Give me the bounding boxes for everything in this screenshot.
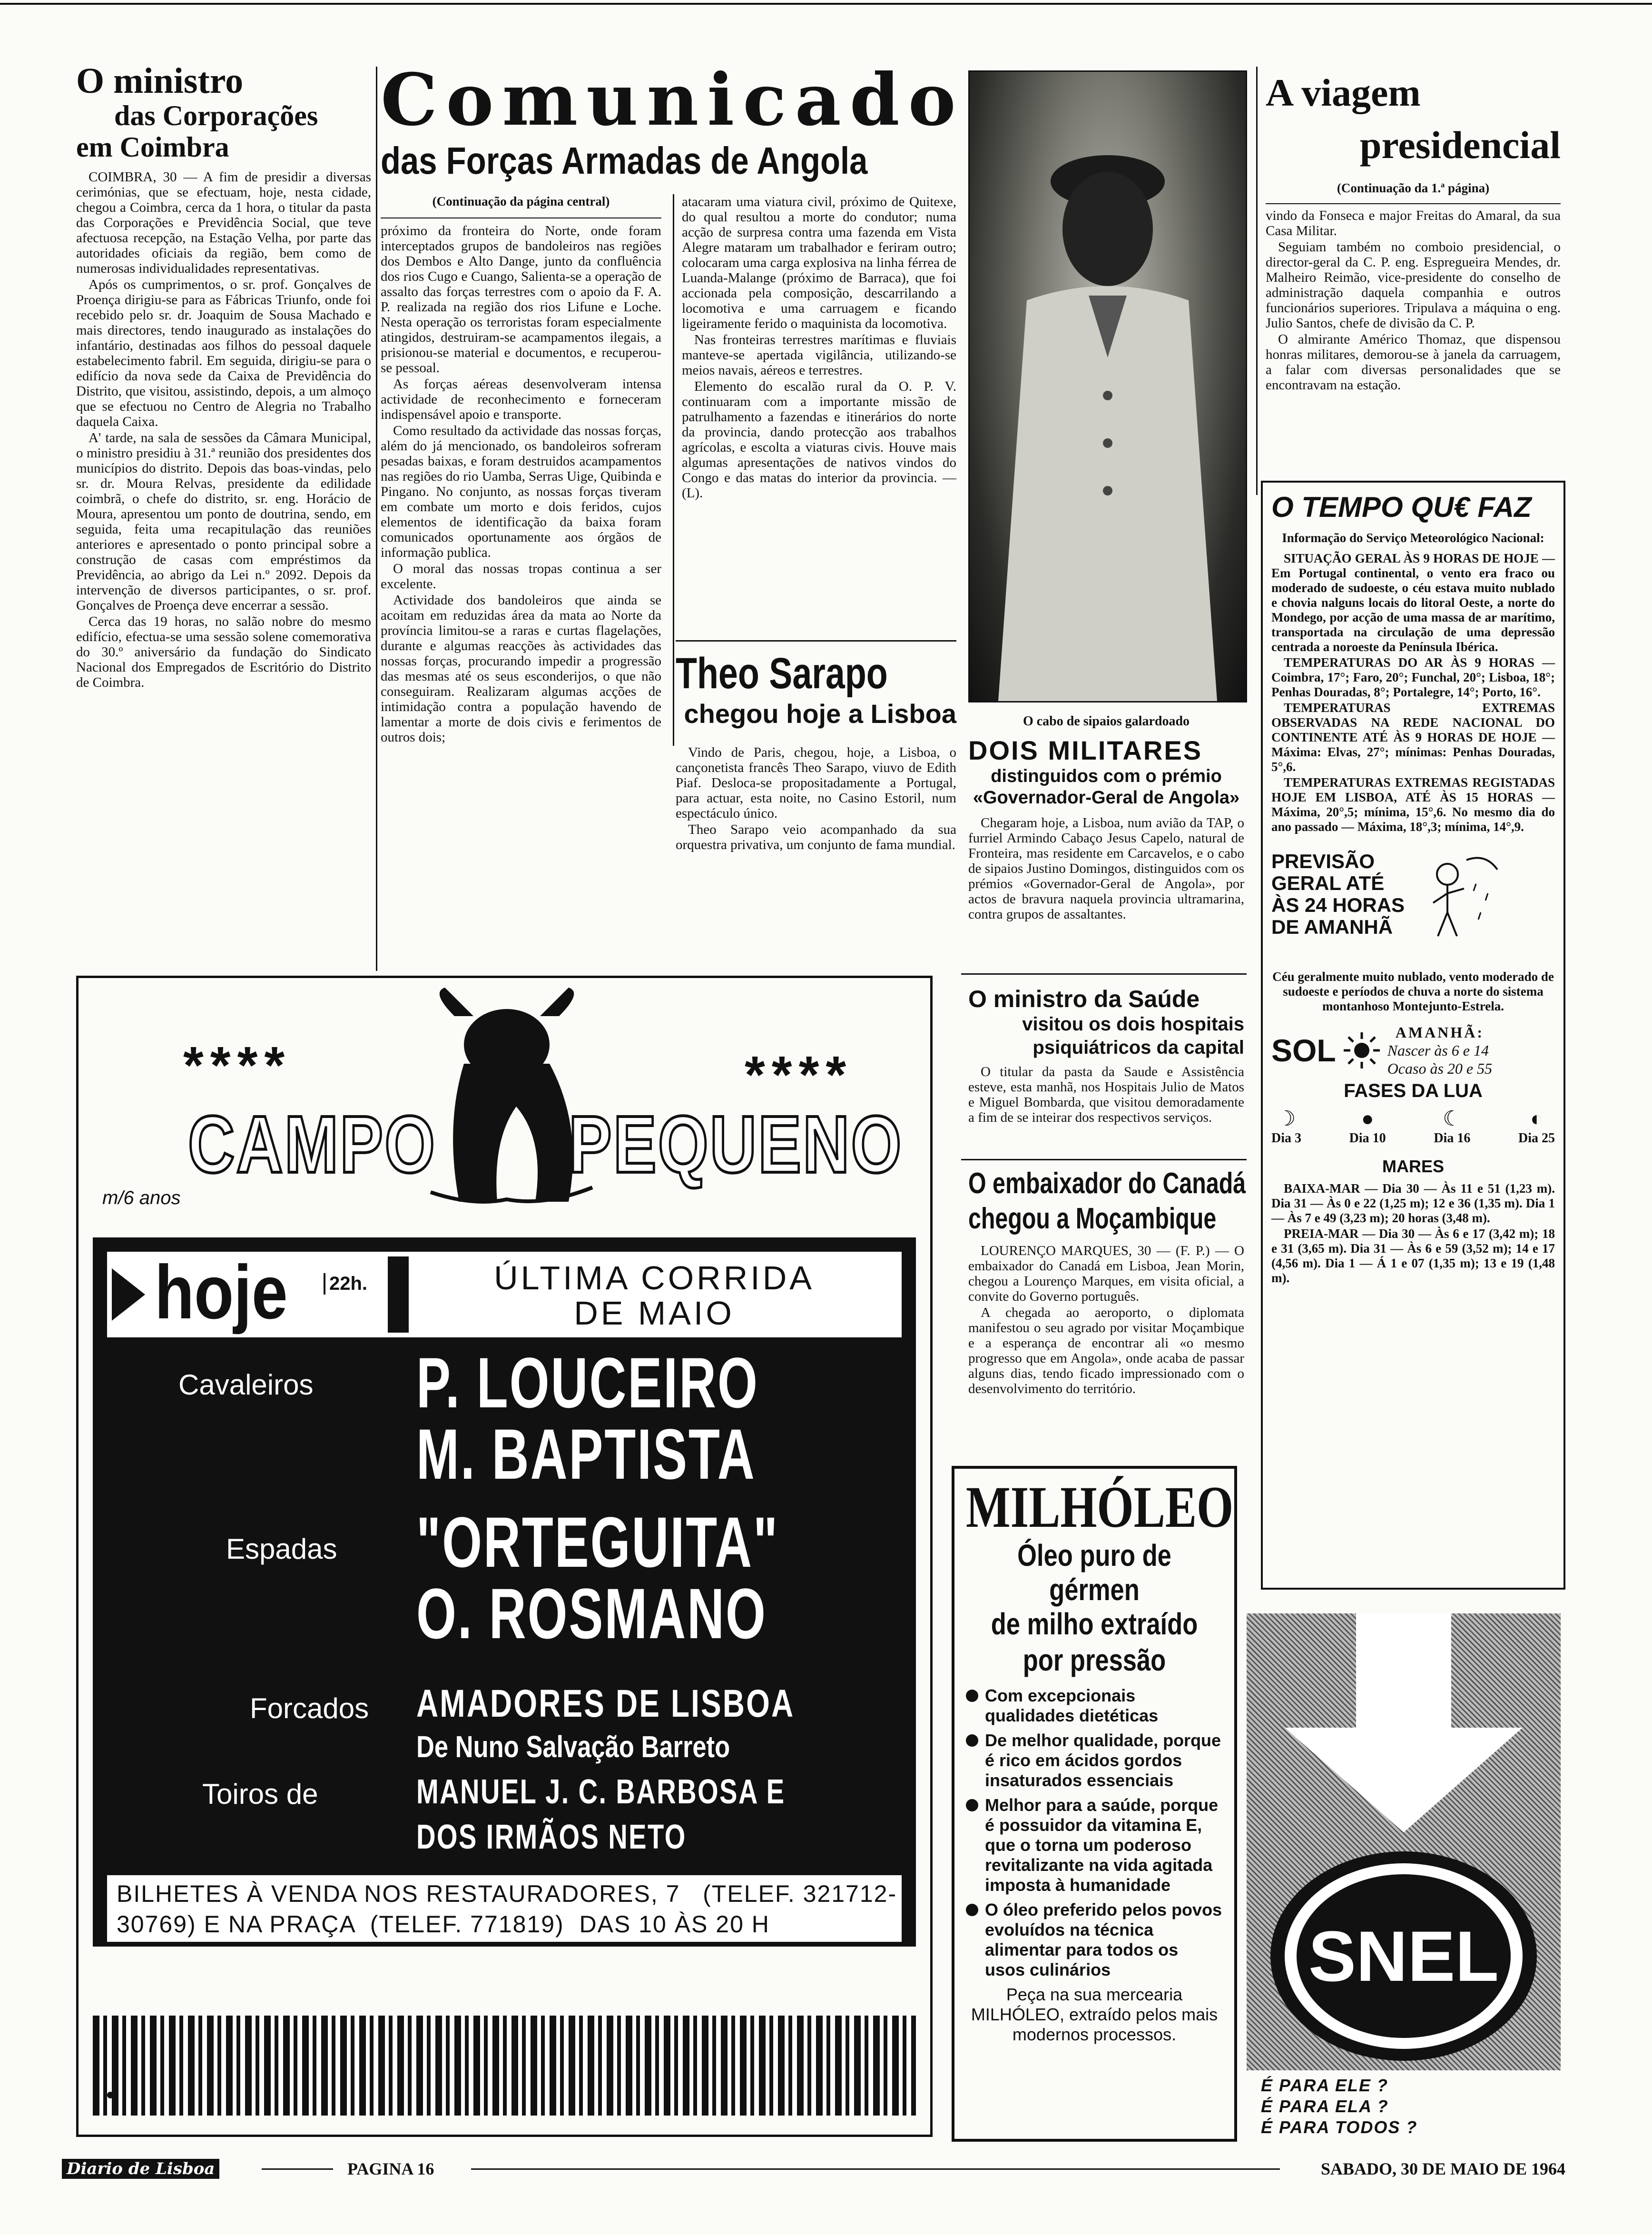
comunicado-subtitle: das Forças Armadas de Angola: [381, 139, 868, 182]
sol-nascer: Nascer às 6 e 14: [1387, 1042, 1489, 1059]
canada-article: [968, 1166, 1244, 1397]
paragraph: Actividade dos bandoleiros que ainda se acoitam em reduzidas área da mata ao Norte da província limitou-se a raras e curtas flagelações, durante e algumas reacções às actividades das nossas forças, procurando impedir a progressão das mesmas até os seus esconderijos, o que não conseguiram. Realizaram algumas acções de intimidação contra a população havendo de lamentar a morte de dois civis e ferimentos de outros dois;: [381, 593, 661, 745]
paragraph: Cerca das 19 horas, no salão nobre do mesmo edifício, efectua-se uma sessão solene comemorativa do 30.º aniversário da fundação do Sindicato Nacional dos Empregados de Escritório do Distrito de Coimbra.: [76, 614, 371, 690]
cavaleiro-2: M. BAPTISTA: [416, 1414, 756, 1494]
comunicado-title: Comunicado: [381, 58, 964, 142]
mares-label: MARES: [1382, 1157, 1444, 1176]
paragraph: SITUAÇÃO GERAL ÀS 9 HORAS DE HOJE — Em Portugal continental, o vento era fraco ou moderado de sudoeste, o céu estava muito nublado e chovia nalguns locais do litoral Oeste, a norte do Mondego, por acção de uma massa de ar marítimo, transportada na circulação de uma depressão centrada a noroeste da Península Ibérica.: [1271, 551, 1555, 654]
theo-title: Theo Sarapo: [676, 649, 888, 698]
tempo-previsao: [1271, 850, 1555, 946]
campo-black-panel: [93, 1237, 916, 1947]
paragraph: BAIXA-MAR — Dia 30 — Às 11 e 51 (1,23 m). Dia 31 — Às 0 e 22 (1,25 m); 12 e 36 (1,35 m). Dia 1 — Às 7 e 49 (3,23 m); 20 horas (3,48 m).: [1271, 1181, 1555, 1225]
paragraph: TEMPERATURAS DO AR ÀS 9 HORAS — Coimbra, 17°; Faro, 20°; Funchal, 20°; Lisboa, 18°; Penhas Douradas, 8°; Portalegre, 14°; Porto, 16°.: [1271, 655, 1555, 699]
viagem-title-l1: A viagem: [1266, 71, 1421, 114]
moon-phase: ◐ Dia 25: [1518, 1107, 1555, 1146]
viagem-article: [1266, 67, 1561, 394]
bilhetes-l2: 30769) E NA PRAÇA (TELEF. 771819) DAS 10 ÀS 20 H: [117, 1911, 770, 1938]
forcados-label: Forcados: [250, 1692, 369, 1724]
cavaleiros-label: Cavaleiros: [178, 1369, 314, 1401]
paragraph: Chegaram hoje, a Lisboa, num avião da TAP, o furriel Armindo Cabaço Jesus Capelo, natural de Fronteira, mas residente em Carcavelos, e o cabo de sipaios Justino Domingos, distinguidos com os prémios «Governador-Geral de Angola», por actos de bravura naquela provincia ultramarina, contra grupos de assaltantes.: [968, 815, 1244, 922]
snel-arrow-graphic: [1247, 1613, 1561, 2070]
moon-phase: ● Dia 10: [1349, 1107, 1386, 1146]
paragraph: COIMBRA, 30 — A fim de presidir a diversas cerimónias, que se efectuam, hoje, nesta cidade, chegou a Coimbra, cerca da 1 hora, o titular da pasta das Corporações e Previdência Social, que teve afectuosa recepção, na Estação Velha, por parte das autoridades oficiais da região, bem como de numerosas individualidades representativas.: [76, 169, 371, 276]
moon-icon: ☾: [1443, 1107, 1462, 1130]
paragraph: próximo da fronteira do Norte, onde foram interceptados grupos de bandoleiros nas regiões dos Dembos e Alto Dange, junto da confluência dos rios Cugo e Cuango, Salienta-se a operação de assalto das forças terrestres com o apoio da F. A. P. realizada na região dos rios Lifune e Loche. Nesta operação os terroristas foram especialmente atingidos, destruiram-se acampamentos ilegais, a prisionou-se material e documentos, e recuperou-se pessoal.: [381, 223, 661, 376]
paragraph: vindo da Fonseca e major Freitas do Amaral, da sua Casa Militar.: [1266, 208, 1561, 238]
bilhetes-l1: BILHETES À VENDA NOS RESTAURADORES, 7 (TELEF. 321712-: [117, 1880, 897, 1907]
espada-1: "ORTEGUITA": [416, 1502, 779, 1582]
bullet-icon: [966, 1799, 978, 1811]
footer-page: PAGINA 16: [347, 2159, 434, 2178]
stars-right: ****: [745, 1046, 853, 1104]
viagem-title-l2: presidencial: [1359, 123, 1561, 167]
divider: [676, 640, 956, 642]
paragraph: Após os cumprimentos, o sr. prof. Gonçalves de Proença dirigiu-se para as Fábricas Triunfo, onde foi recebido pelo sr. dr. Joaquim de Sousa Machado e mais directores, tendo inaugurado as instalações do infantário, destinadas aos filhos do pessoal daquele estabelecimento fabril. Em seguida, dirigiu-se para o edifício da nova sede da Caixa de Previdência do Distrito, que visitou, assistindo, depois, a um almoço que se efectuou no Centro de Alegria no Trabalho daquela Caixa.: [76, 277, 371, 429]
paragraph: atacaram uma viatura civil, próximo de Quitexe, do qual resultou a morte do condutor; numa acção de surpresa contra uma fazenda em Vista Alegre mataram um trabalhador e feriram outro; colocaram uma carga explosiva na linha férrea de Luanda-Malange (próximo de Barraca), que foi accionada pela composição, descarrilando a locomotiva e uma carruagem e ficando ligeiramente ferido o maquinista da locomotiva.: [682, 194, 956, 331]
footer-date: SABADO, 30 DE MAIO DE 1964: [1320, 2159, 1565, 2178]
footer-rule: [262, 2168, 333, 2170]
snel-brand: SNEL: [1308, 1916, 1499, 1996]
decorative-dot: [107, 2092, 114, 2098]
canada-title-l2: chegou a Moçambique: [968, 1202, 1217, 1235]
tempo-sol: [1271, 1023, 1555, 1078]
tempo-body: [1271, 551, 1555, 834]
militares-article: [968, 735, 1244, 923]
milholeo-footer: Peça na sua mercearia MILHÓLEO, extraído pelos mais modernos processos.: [971, 1985, 1218, 2044]
militares-subtitle-l1: distinguidos com o prémio: [991, 766, 1222, 786]
ad-snel: [1247, 1613, 1561, 2142]
campo-name-right: PEQUENO: [569, 1099, 903, 1190]
banner-bar: [388, 1256, 409, 1333]
paragraph: As forças aéreas desenvolveram intensa actividade de reconhecimento e forneceram indispensável apoio e transporte.: [381, 376, 661, 422]
amanha-label: AMANHÃ:: [1395, 1024, 1484, 1041]
milholeo-sub-l1: Óleo puro de gérmen: [1017, 1538, 1171, 1607]
hoje-hora: 22h.: [324, 1273, 367, 1295]
paragraph: A chegada ao aeroporto, o diplomata manifestou o seu agrado por visitar Moçambique e a esperança de encontrar ali «o mesmo progresso que em Angola», onde acaba de passar alguns dias, tendo ficado impressionado com o desenvolvimento do território.: [968, 1305, 1244, 1396]
espadas-label: Espadas: [226, 1533, 337, 1565]
militares-subtitle-l2: «Governador-Geral de Angola»: [973, 788, 1240, 808]
paragraph: TEMPERATURAS EXTREMAS REGISTADAS HOJE EM LISBOA, ATÉ ÀS 15 HORAS — Máxima, 20°,5; mínima, 15°,6. No mesmo dia do ano passado — Máxima, 18°,3; mínima, 14°,9.: [1271, 775, 1555, 834]
previsao-l3: ÀS 24 HORAS: [1271, 894, 1405, 916]
arrow-right-icon: [112, 1268, 145, 1321]
divider: [1266, 203, 1561, 204]
footer: [62, 2156, 1565, 2185]
tempo-source: Informação do Serviço Meteorológico Nacional:: [1282, 531, 1544, 545]
paragraph: A' tarde, na sala de sessões da Câmara Municipal, o ministro presidiu à 31.ª reunião dos presidentes dos municípios do distrito. Depois das boas-vindas, pelo sr. dr. Moura Relvas, presidente da edilidade coimbrã, o chefe do distrito, sr. eng. Horácio de Moura, apresentou um ponto de doutrina, sendo, em seguida, feita uma recapitulação das reuniões anteriores e apresentado o ponto principal sobre a construção de casas com empréstimos da Previdência, ao abrigo da Lei n.º 2092. Depois da intervenção de diversos participantes, o sr. prof. Gonçalves de Proença deve encerrar a sessão.: [76, 430, 371, 613]
stars-left: ****: [183, 1036, 292, 1095]
column-rule: [376, 67, 377, 971]
previsao-l4: DE AMANHÃ: [1271, 916, 1393, 938]
fases-label: FASES DA LUA: [1344, 1080, 1483, 1101]
ad-campo-pequeno: [76, 976, 933, 2137]
bullet-icon: [966, 1734, 978, 1747]
toiros-2: DOS IRMÃOS NETO: [416, 1818, 687, 1856]
cavaleiro-1: P. LOUCEIRO: [416, 1343, 759, 1423]
milholeo-sub-l3: por pressão: [1023, 1643, 1166, 1677]
ministro-title-l2: das Corporações: [114, 100, 318, 131]
campo-header: [79, 978, 930, 1226]
sol-ocaso: Ocaso às 20 e 55: [1387, 1060, 1493, 1077]
paragraph: Elemento do escalão rural da O. P. V. continuaram com a importante missão de patrulhamento a fazendas e itinerários do norte da provincia, dando protecção aos trabalhos agrícolas, e escolta a viaturas civis. Houve mais algumas apresentações de nativos vindos do Congo e das matas do interior da provincia. — (L).: [682, 379, 956, 501]
sol-label: SOL: [1271, 1033, 1336, 1068]
photo-caption: O cabo de sipaios galardoado: [1023, 714, 1190, 729]
previsao-text: Céu geralmente muito nublado, vento moderado de sudoeste e períodos de chuva a norte do sistema montanhoso Montejunto-Estrela.: [1272, 969, 1554, 1013]
hoje-label: hoje: [155, 1249, 288, 1335]
campo-name-left: CAMPO: [188, 1099, 437, 1190]
column-rule: [1256, 67, 1258, 495]
bullet-icon: [966, 1904, 978, 1916]
paragraph: O moral das nossas tropas continua a ser excelente.: [381, 561, 661, 592]
paragraph: PREIA-MAR — Dia 30 — Às 6 e 17 (3,42 m); 18 e 31 (3,65 m). Dia 31 — Às 6 e 59 (3,52 m); 14 e 17 (4,56 m). Dia 1 — Á 1 e 07 (1,35 m); 13 e 19 (1,48 m).: [1271, 1226, 1555, 1285]
moon-icon: ●: [1361, 1107, 1374, 1130]
divider: [961, 1159, 1247, 1160]
snel-line-2: É PARA ELA ?: [1261, 2097, 1389, 2116]
snel-line-1: É PARA ELE ?: [1261, 2076, 1389, 2095]
moon-icon: ☽: [1277, 1107, 1296, 1130]
footer-masthead: Diario de Lisboa: [62, 2159, 219, 2179]
ministro-title-l1: O ministro: [76, 61, 244, 101]
list-item: De melhor qualidade, porque é rico em ácidos gordos insaturados essenciais: [966, 1731, 1223, 1790]
milholeo-sub-l2: de milho extraído: [991, 1607, 1198, 1641]
hoje-banner: [107, 1249, 902, 1337]
toiros-1: MANUEL J. C. BARBOSA E: [416, 1773, 786, 1811]
comunicado-col1: [381, 194, 661, 746]
toiros-label: Toiros de: [202, 1778, 318, 1810]
theo-subtitle: chegou hoje a Lisboa: [684, 699, 956, 729]
militares-title: DOIS MILITARES: [968, 735, 1203, 765]
ultima-l1: ÚLTIMA CORRIDA: [494, 1259, 815, 1296]
espada-2: O. ROSMANO: [416, 1573, 767, 1653]
ministro-title-l3: em Coimbra: [76, 131, 229, 163]
ultima-l2: DE MAIO: [574, 1295, 735, 1332]
snel-line-3: É PARA TODOS ?: [1261, 2117, 1418, 2137]
list-item: O óleo preferido pelos povos evoluídos na técnica alimentar para todos os usos culinários: [966, 1900, 1223, 1980]
paragraph: Seguiam também no comboio presidencial, o director-geral da C. P. eng. Espregueira Mendes, dr. Malheiro Reimão, vice-presidente do conselho de administração daquela companhia e outros funcionários superiores. Tripulava a máquina o eng. Julio Santos, chefe de divisão da C. P.: [1266, 239, 1561, 331]
comunicado-article: [381, 58, 964, 746]
paragraph: Nas fronteiras terrestres marítimas e fluviais manteve-se apertada vigilância, utilizando-se meios navais, aéreos e terrestres.: [682, 332, 956, 378]
moon-phase: ☾ Dia 16: [1434, 1107, 1471, 1146]
ad-milholeo: [952, 1466, 1237, 2142]
photo-figure: [970, 72, 1246, 701]
photo-soldier: [968, 70, 1247, 702]
moon-icon: ◐: [1530, 1107, 1543, 1130]
list-item: Com excepcionais qualidades dietéticas: [966, 1686, 1223, 1726]
paragraph: LOURENÇO MARQUES, 30 — (F. P.) — O embaixador do Canadá em Lisboa, Jean Morin, chegou a Lourenço Marques, em visita oficial, a convite do Governo português.: [968, 1243, 1244, 1304]
footer-rule: [471, 2168, 1280, 2170]
comunicado-continuation: (Continuação da página central): [432, 194, 610, 208]
viagem-continuation: (Continuação da 1.ª página): [1337, 181, 1490, 195]
paragraph: Como resultado da actividade das nossas forças, além do já mencionado, os bandoleiros sofreram pesadas baixas, e foram destruidos acampamentos nas regiões do rio Uamba, Serras Uige, Quibinda e Pingano. No conjunto, as nossas forças tiveram em combate um morto e dois feridos, cujos elementos de identificação da baixa foram comunicados oportunamente aos órgãos de informação publica.: [381, 423, 661, 560]
ministro-body: [76, 169, 371, 690]
paragraph: O almirante Américo Thomaz, que dispensou honras militares, demorou-se à janela da carruagem, a falar com diversas personalidades que se encontravam na estação.: [1266, 332, 1561, 393]
top-rule: [0, 3, 1652, 5]
forcados-2: De Nuno Salvação Barreto: [416, 1730, 730, 1764]
saude-subtitle-l2: psiquiátricos da capital: [1032, 1037, 1244, 1058]
moon-phase: ☽ Dia 3: [1271, 1107, 1301, 1146]
bilhetes-box: [107, 1875, 902, 1942]
tempo-box: [1261, 481, 1565, 1590]
saude-title: O ministro da Saúde: [968, 986, 1200, 1012]
campo-age: m/6 anos: [102, 1187, 181, 1208]
lua-phases: [1271, 1107, 1555, 1146]
list-item: Melhor para a saúde, porque é possuidor da vitamina E, que o torna um poderoso revitalizante na vida agitada imposta à humanidade: [966, 1795, 1223, 1895]
paragraph: TEMPERATURAS EXTREMAS OBSERVADAS NA REDE NACIONAL DO CONTINENTE ATÉ ÀS 9 HORAS DE HOJE — Máxima: Elvas, 27°; mínimas: Penhas Douradas, 5°,6.: [1271, 701, 1555, 774]
saude-subtitle-l1: visitou os dois hospitais: [1022, 1014, 1244, 1035]
canada-title-l1: O embaixador do Canadá: [968, 1167, 1246, 1200]
previsao-l1: PREVISÃO: [1271, 850, 1375, 872]
paragraph: Vindo de Paris, chegou, hoje, a Lisboa, o cançonetista francês Theo Sarapo, viuvo de Edith Piaf. Desloca-se propositadamente a Portugal, para actuar, esta noite, no Casino Estoril, num espectáculo único.: [676, 745, 956, 821]
divider: [961, 973, 1247, 975]
saude-article: [968, 985, 1244, 1126]
forcados-1: AMADORES DE LISBOA: [416, 1682, 795, 1725]
previsao-l2: GERAL ATÉ: [1271, 872, 1385, 894]
ministro-headline: [76, 62, 371, 163]
theo-article: [676, 650, 956, 853]
paragraph: O titular da pasta da Saude e Assistência esteve, esta manhã, nos Hospitais Julio de Matos e Miguel Bombarda, que visitou demoradamente a fim de se inteirar dos respectivos serviços.: [968, 1064, 1244, 1125]
rain-figure-icon: [1409, 850, 1504, 946]
decorative-band: [93, 2016, 916, 2116]
tempo-title: O TEMPO QU€ FAZ: [1271, 491, 1532, 523]
ministro-article: [76, 62, 371, 691]
milholeo-title: MILHÓLEO: [966, 1474, 1234, 1540]
bullet-icon: [966, 1690, 978, 1702]
sun-icon: [1343, 1031, 1381, 1069]
paragraph: Theo Sarapo veio acompanhado da sua orquestra privativa, um conjunto de fama mundial.: [676, 822, 956, 852]
milholeo-bullets: [966, 1686, 1223, 1980]
